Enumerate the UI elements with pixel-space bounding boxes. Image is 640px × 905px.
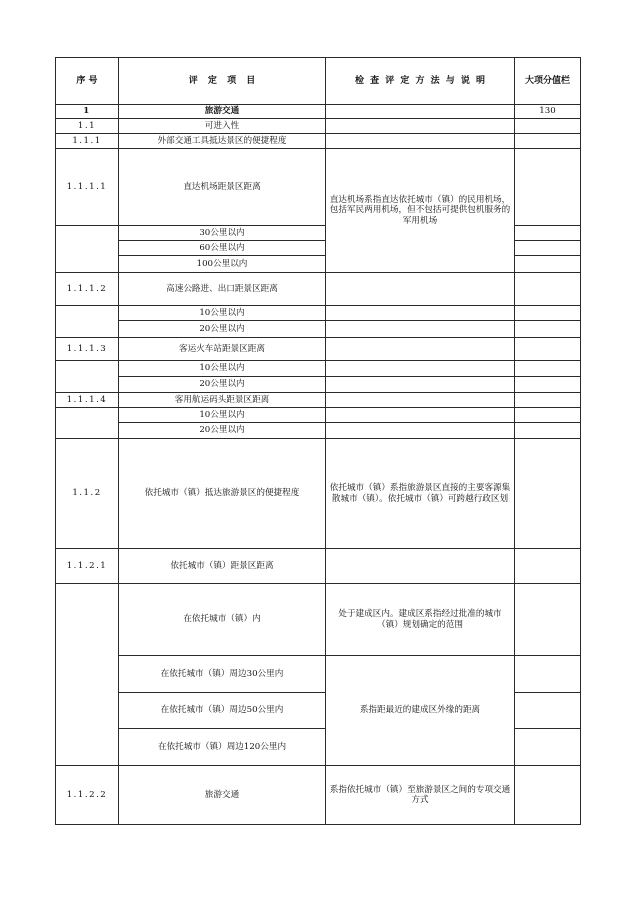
table-row bbox=[56, 338, 581, 361]
row-method: 系指距最近的建成区外缘的距离 bbox=[326, 656, 515, 766]
row-method bbox=[326, 408, 515, 423]
row-option: 10公里以内 bbox=[119, 408, 326, 423]
row-method bbox=[326, 423, 515, 439]
row-method bbox=[326, 549, 515, 584]
row-method bbox=[326, 306, 515, 321]
row-score bbox=[515, 656, 581, 693]
table-header-row bbox=[56, 58, 581, 105]
row-score bbox=[515, 439, 581, 549]
row-method bbox=[326, 119, 515, 134]
row-method bbox=[326, 321, 515, 338]
table-row bbox=[56, 584, 581, 656]
table-row bbox=[56, 321, 581, 338]
row-item: 依托城市（镇）距景区距离 bbox=[119, 549, 326, 584]
table-row bbox=[56, 393, 581, 408]
table-row bbox=[56, 656, 581, 693]
row-option: 20公里以内 bbox=[119, 321, 326, 338]
row-number: 1.1.1 bbox=[56, 134, 119, 149]
row-method bbox=[326, 105, 515, 119]
row-option: 在依托城市（镇）周边50公里内 bbox=[119, 693, 326, 729]
row-score bbox=[515, 134, 581, 149]
row-score bbox=[515, 119, 581, 134]
header-score-column: 大项分值栏 bbox=[515, 58, 581, 105]
row-method: 依托城市（镇）系指旅游景区直接的主要客源集散城市（镇）。依托城市（镇）可跨越行政区划 bbox=[326, 439, 515, 549]
row-item: 旅游交通 bbox=[119, 766, 326, 825]
evaluation-table bbox=[55, 57, 581, 825]
row-item: 直达机场距景区距离 bbox=[119, 149, 326, 226]
row-number: 1.1.1.3 bbox=[56, 338, 119, 361]
row-score bbox=[515, 226, 581, 241]
row-option: 20公里以内 bbox=[119, 423, 326, 439]
row-score bbox=[515, 241, 581, 256]
row-option: 20公里以内 bbox=[119, 377, 326, 393]
row-score bbox=[515, 361, 581, 377]
row-method bbox=[326, 377, 515, 393]
row-score bbox=[515, 423, 581, 439]
row-item: 可进入性 bbox=[119, 119, 326, 134]
header-serial-number: 序 号 bbox=[56, 58, 119, 105]
row-score bbox=[515, 149, 581, 226]
row-option: 10公里以内 bbox=[119, 361, 326, 377]
row-method: 直达机场系指直达依托城市（镇）的民用机场，包括军民两用机场，但不包括可提供包机服务的军用机场 bbox=[326, 149, 515, 273]
header-evaluation-item: 评 定 项 目 bbox=[119, 58, 326, 105]
row-method bbox=[326, 273, 515, 306]
row-number: 1.1.1.1 bbox=[56, 149, 119, 226]
row-item: 客运火车站距景区距离 bbox=[119, 338, 326, 361]
table-row bbox=[56, 423, 581, 439]
row-score bbox=[515, 766, 581, 825]
row-item: 客用航运码头距景区距离 bbox=[119, 393, 326, 408]
row-score bbox=[515, 338, 581, 361]
row-option: 30公里以内 bbox=[119, 226, 326, 241]
table-row bbox=[56, 134, 581, 149]
row-number: 1.1.2.2 bbox=[56, 766, 119, 825]
row-score bbox=[515, 321, 581, 338]
row-option: 在依托城市（镇）周边120公里内 bbox=[119, 729, 326, 766]
table-row bbox=[56, 361, 581, 377]
row-number: 1.1.1.2 bbox=[56, 273, 119, 306]
row-option: 在依托城市（镇）周边30公里内 bbox=[119, 656, 326, 693]
row-number bbox=[56, 584, 119, 766]
table-row bbox=[56, 377, 581, 393]
table-row bbox=[56, 273, 581, 306]
row-option: 在依托城市（镇）内 bbox=[119, 584, 326, 656]
row-number bbox=[56, 226, 119, 273]
row-option: 60公里以内 bbox=[119, 241, 326, 256]
row-option: 10公里以内 bbox=[119, 306, 326, 321]
header-method-description: 检 查 评 定 方 法 与 说 明 bbox=[326, 58, 515, 105]
row-score bbox=[515, 256, 581, 273]
row-score bbox=[515, 393, 581, 408]
row-score bbox=[515, 377, 581, 393]
table-row bbox=[56, 549, 581, 584]
row-method bbox=[326, 393, 515, 408]
row-number bbox=[56, 306, 119, 338]
row-score bbox=[515, 729, 581, 766]
table-row bbox=[56, 105, 581, 119]
row-score bbox=[515, 693, 581, 729]
row-score bbox=[515, 549, 581, 584]
row-score bbox=[515, 408, 581, 423]
row-item: 高速公路进、出口距景区距离 bbox=[119, 273, 326, 306]
row-method bbox=[326, 338, 515, 361]
row-method: 处于建成区内。建成区系指经过批准的城市（镇）规划确定的范围 bbox=[326, 584, 515, 656]
table-row bbox=[56, 766, 581, 825]
row-score bbox=[515, 584, 581, 656]
table-row bbox=[56, 149, 581, 226]
row-number: 1.1.2 bbox=[56, 439, 119, 549]
row-number: 1.1.1.4 bbox=[56, 393, 119, 408]
row-number: 1.1.2.1 bbox=[56, 549, 119, 584]
row-score bbox=[515, 273, 581, 306]
row-item: 依托城市（镇）抵达旅游景区的便捷程度 bbox=[119, 439, 326, 549]
row-method bbox=[326, 134, 515, 149]
row-number bbox=[56, 361, 119, 393]
row-score bbox=[515, 306, 581, 321]
row-method bbox=[326, 361, 515, 377]
row-item: 外部交通工具抵达景区的便捷程度 bbox=[119, 134, 326, 149]
table-row bbox=[56, 408, 581, 423]
table-row bbox=[56, 306, 581, 321]
table-row bbox=[56, 119, 581, 134]
row-item: 旅游交通 bbox=[119, 105, 326, 119]
row-number: 1 bbox=[56, 105, 119, 119]
row-option: 100公里以内 bbox=[119, 256, 326, 273]
row-number bbox=[56, 408, 119, 439]
row-method: 系指依托城市（镇）至旅游景区之间的专项交通方式 bbox=[326, 766, 515, 825]
row-number: 1.1 bbox=[56, 119, 119, 134]
row-score: 130 bbox=[515, 105, 581, 119]
table-row bbox=[56, 439, 581, 549]
